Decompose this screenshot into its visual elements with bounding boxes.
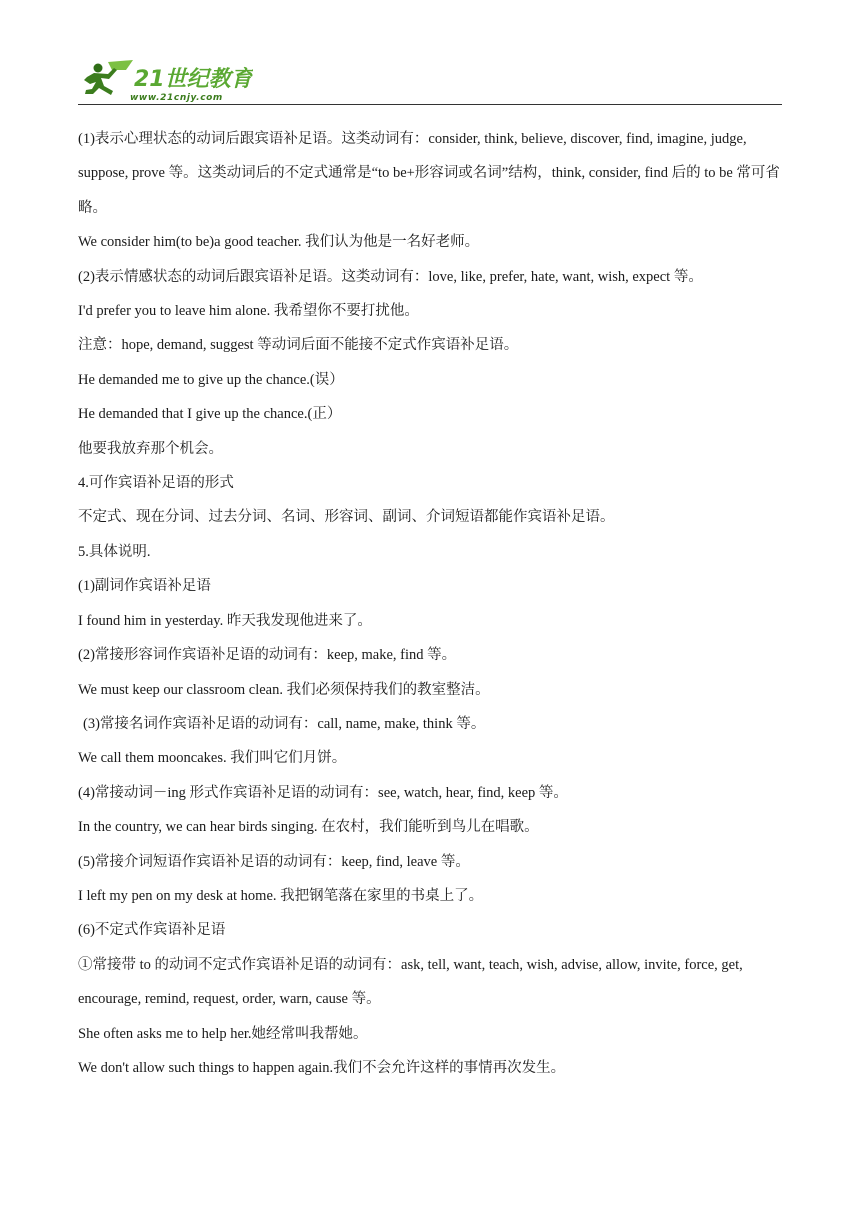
runner-icon [84, 60, 133, 95]
paragraph: (2)常接形容词作宾语补足语的动词有：keep, make, find 等。 [78, 647, 457, 664]
paragraph: 4.可作宾语补足语的形式 [78, 475, 234, 492]
paragraph: In the country, we can hear birds singing. 在农村，我们能听到鸟儿在唱歌。 [78, 819, 539, 836]
paragraph: We call them mooncakes. 我们叫它们月饼。 [78, 750, 347, 767]
paragraph: (1)表示心理状态的动词后跟宾语补足语。这类动词有：consider, think, believe, discover, find, imagine, judge, suppose, prove 等。这类动词后的不定式通常是“to be+形容词或名词”结构，think, consider, find 后的 to be 常可省略。 [78, 131, 780, 216]
paragraph: (3)常接名词作宾语补足语的动词有：call, name, make, think 等。 [83, 715, 486, 732]
header-rule [78, 104, 782, 105]
paragraph: I left my pen on my desk at home. 我把钢笔落在家里的书桌上了。 [78, 887, 484, 904]
paragraph: 5.具体说明. [78, 543, 151, 560]
paragraph: (4)常接动词－ing 形式作宾语补足语的动词有：see, watch, hear, find, keep 等。 [78, 784, 568, 801]
paragraph: We must keep our classroom clean. 我们必须保持我们的教室整洁。 [78, 681, 490, 698]
paragraph: (5)常接介词短语作宾语补足语的动词有：keep, find, leave 等。 [78, 853, 470, 870]
paragraph: (1)副词作宾语补足语 [78, 578, 211, 595]
paragraph: He demanded me to give up the chance.(误） [78, 371, 344, 388]
paragraph: We consider him(to be)a good teacher. 我们认为他是一名好老师。 [78, 234, 480, 251]
paragraph: I found him in yesterday. 昨天我发现他进来了。 [78, 612, 372, 629]
document-body [78, 122, 786, 1085]
paragraph: 不定式、现在分词、过去分词、名词、形容词、副词、介词短语都能作宾语补足语。 [78, 509, 615, 526]
paragraph: ①常接带 to 的动词不定式作宾语补足语的动词有：ask, tell, want, teach, wish, advise, allow, invite, force, get, encourage, remind, request, order, warn, cause 等。 [78, 956, 743, 1008]
paragraph: (2)表示情感状态的动词后跟宾语补足语。这类动词有：love, like, prefer, hate, want, wish, expect 等。 [78, 268, 703, 285]
logo [78, 58, 253, 104]
paragraph: (6)不定式作宾语补足语 [78, 922, 226, 939]
paragraph: He demanded that I give up the chance.(正） [78, 406, 342, 423]
paragraph: 他要我放弃那个机会。 [78, 440, 223, 457]
paragraph: We don't allow such things to happen again.我们不会允许这样的事情再次发生。 [78, 1059, 566, 1076]
paragraph: I'd prefer you to leave him alone. 我希望你不要打扰他。 [78, 303, 419, 320]
logo-text: 21世纪教育 [134, 67, 253, 92]
page-header [78, 56, 782, 106]
logo-url: www.21cnjy.com [130, 93, 223, 103]
paragraph: She often asks me to help her.她经常叫我帮她。 [78, 1025, 368, 1042]
paragraph: 注意：hope, demand, suggest 等动词后面不能接不定式作宾语补足语。 [78, 337, 519, 354]
